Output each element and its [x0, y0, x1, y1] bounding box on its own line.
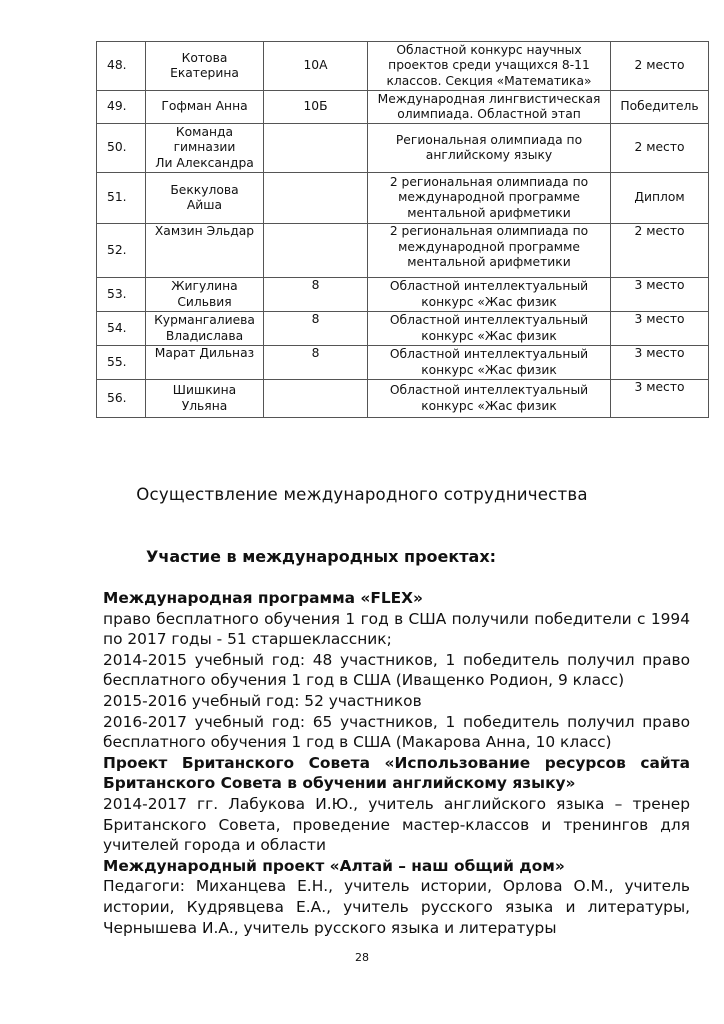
row-number: 53. [97, 278, 146, 312]
flex-paragraph: право бесплатного обучения 1 год в США получили победители с 1994 по 2017 годы - 51 старшеклассник; [103, 609, 690, 649]
event-name: Областной интеллектуальный конкурс «Жас физик [368, 346, 611, 380]
row-number: 51. [97, 173, 146, 224]
result: Диплом [611, 173, 709, 224]
event-name: Областной интеллектуальный конкурс «Жас физик [368, 312, 611, 346]
altai-paragraph: Педагоги: Миханцева Е.Н., учитель истории, Орлова О.М., учитель истории, Кудрявцева Е.А., учитель русского языка и литературы, Чернышева И.А., учитель русского языка и литературы [103, 877, 690, 937]
participant-class: 10Б [264, 91, 368, 124]
participant-class: 8 [264, 278, 368, 312]
participant-name: Шишкина Ульяна [146, 380, 264, 418]
participant-class: 8 [264, 312, 368, 346]
flex-paragraph: 2016-2017 учебный год: 65 участников, 1 победитель получил право бесплатного обучения 1 год в США (Макарова Анна, 10 класс) [103, 712, 690, 752]
flex-paragraph: 2015-2016 учебный год: 52 участников [103, 691, 422, 710]
table-row [97, 173, 709, 224]
table-row [97, 91, 709, 124]
event-name: 2 региональная олимпиада по международной программе ментальной арифметики [368, 224, 611, 278]
result: 3 место [611, 380, 709, 418]
row-number: 54. [97, 312, 146, 346]
participant-class: 8 [264, 346, 368, 380]
event-name: Областной конкурс научных проектов среди учащихся 8-11 классов. Секция «Математика» [368, 42, 611, 91]
result: 2 место [611, 124, 709, 173]
participant-name: Гофман Анна [146, 91, 264, 124]
table-row [97, 312, 709, 346]
event-name: 2 региональная олимпиада по международной программе ментальной арифметики [368, 173, 611, 224]
participant-class [264, 124, 368, 173]
table-row [97, 224, 709, 278]
participant-class [264, 224, 368, 278]
result: 2 место [611, 224, 709, 278]
participant-name: Марат Дильназ [146, 346, 264, 380]
subsection-title: Участие в международных проектах: [146, 547, 497, 566]
flex-heading: Международная программа «FLEX» [103, 589, 423, 607]
participant-name: Курмангалиева Владислава [146, 312, 264, 346]
row-number: 52. [97, 224, 146, 278]
altai-heading: Международный проект «Алтай – наш общий дом» [103, 856, 565, 875]
participant-class: 10А [264, 42, 368, 91]
row-number: 49. [97, 91, 146, 124]
section-title: Осуществление международного сотрудничества [136, 485, 588, 504]
result: 3 место [611, 346, 709, 380]
row-number: 48. [97, 42, 146, 91]
result: 3 место [611, 312, 709, 346]
participant-name: Жигулина Сильвия [146, 278, 264, 312]
participant-class [264, 173, 368, 224]
event-name: Региональная олимпиада по английскому языку [368, 124, 611, 173]
participant-name: Хамзин Эльдар [146, 224, 264, 278]
event-name: Международная лингвистическая олимпиада. Областной этап [368, 91, 611, 124]
result: 2 место [611, 42, 709, 91]
participant-class [264, 380, 368, 418]
event-name: Областной интеллектуальный конкурс «Жас физик [368, 380, 611, 418]
flex-paragraph: 2014-2015 учебный год: 48 участников, 1 победитель получил право бесплатного обучения 1 год в США (Иващенко Родион, 9 класс) [103, 650, 690, 690]
result: 3 место [611, 278, 709, 312]
row-number: 50. [97, 124, 146, 173]
body-text [103, 588, 690, 938]
result: Победитель [611, 91, 709, 124]
awards-table [96, 41, 709, 418]
participant-name: Беккулова Айша [146, 173, 264, 224]
table-row [97, 124, 709, 173]
table-row [97, 346, 709, 380]
event-name: Областной интеллектуальный конкурс «Жас физик [368, 278, 611, 312]
row-number: 55. [97, 346, 146, 380]
british-paragraph: 2014-2017 гг. Лабукова И.Ю., учитель английского языка – тренер Британского Совета, проведение мастер-классов и тренингов для учителей города и области [103, 794, 690, 855]
page-number: 28 [355, 951, 369, 964]
participant-name: Команда гимназии Ли Александра [146, 124, 264, 173]
participant-name: Котова Екатерина [146, 42, 264, 91]
row-number: 56. [97, 380, 146, 418]
table-row [97, 380, 709, 418]
british-heading: Проект Британского Совета «Использование ресурсов сайта Британского Совета в обучении английскому языку» [103, 753, 690, 793]
table-row [97, 42, 709, 91]
table-row [97, 278, 709, 312]
